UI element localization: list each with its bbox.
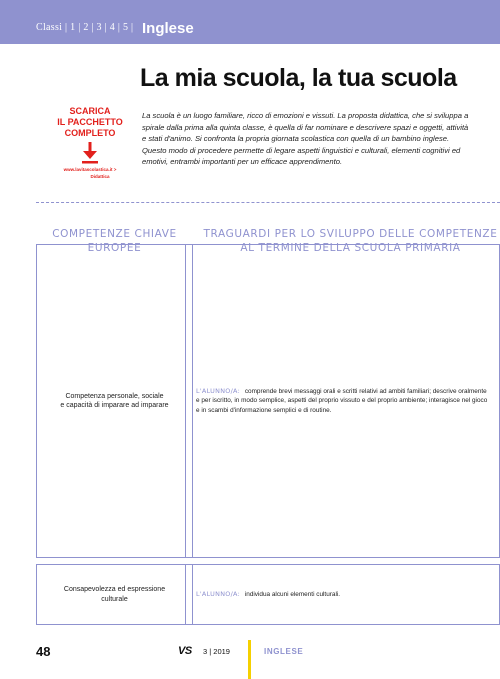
promo-url-section[interactable]: Didattica bbox=[90, 174, 110, 179]
subject-label: Inglese bbox=[142, 20, 194, 37]
student-label-1: L'ALUNNO/A: bbox=[196, 386, 241, 395]
competence-cell-1: Competenza personale, sociale e capacità di imparare ad imparare bbox=[36, 244, 193, 558]
download-arrow-icon bbox=[80, 142, 100, 164]
issue-number: 3 | 2019 bbox=[203, 647, 230, 656]
page-number: 48 bbox=[36, 644, 51, 659]
competence-cell-2: Consapevolezza ed espressione culturale bbox=[36, 564, 193, 625]
goals-content-1 bbox=[196, 387, 491, 415]
goals-text-1: comprende brevi messaggi orali e scritti relativi ad ambiti familiari; descrive oralmente e per iscritto, in modo semplice, aspetti del proprio vissuto e del proprio ambiente; interagisce nel gioco e in scambi d'informazione semplici e di routine. bbox=[196, 387, 488, 414]
magazine-logo: VS bbox=[178, 645, 192, 657]
goals-cell-1 bbox=[185, 244, 500, 558]
competences-table bbox=[36, 219, 500, 625]
header-development-goals: TRAGUARDI PER LO SVILUPPO DELLE COMPETENZE AL TERMINE DELLA SCUOLA PRIMARIA bbox=[203, 227, 498, 254]
goals-cell-2 bbox=[185, 564, 500, 625]
dashed-divider bbox=[36, 202, 500, 203]
download-promo[interactable] bbox=[50, 106, 130, 179]
classes-breadcrumb: Classi | 1 | 2 | 3 | 4 | 5 | bbox=[36, 22, 134, 33]
goals-content-2 bbox=[196, 590, 340, 599]
promo-url[interactable]: www.lavitascolastica.it > bbox=[63, 167, 117, 172]
goals-text-2: individua alcuni elementi culturali. bbox=[244, 590, 341, 598]
top-band bbox=[0, 0, 500, 44]
page-footer bbox=[0, 636, 500, 679]
student-label-2: L'ALUNNO/A: bbox=[196, 589, 241, 598]
footer-yellow-bar bbox=[248, 640, 251, 679]
header-key-competences: COMPETENZE CHIAVE EUROPEE bbox=[52, 227, 177, 254]
promo-text: SCARICA IL PACCHETTO COMPLETO bbox=[57, 106, 123, 138]
page-title: La mia scuola, la tua scuola bbox=[140, 64, 457, 92]
intro-paragraph: La scuola è un luogo familiare, ricco di emozioni e vissuti. La proposta didattica, che si sviluppa a spirale dalla prima alla quinta classe, è quella di far nominare e descrivere spazi e oggetti, attività e stati d'animo. Si confronta la propria giornata scolastica con quella di un bambino inglese. Questo modo di procedere permette di legare aspetti linguistici e culturali, elementi cognitivi ed emotivi, entrambi importanti per un efficace apprendimento. bbox=[142, 111, 469, 167]
footer-subject: INGLESE bbox=[264, 647, 304, 656]
